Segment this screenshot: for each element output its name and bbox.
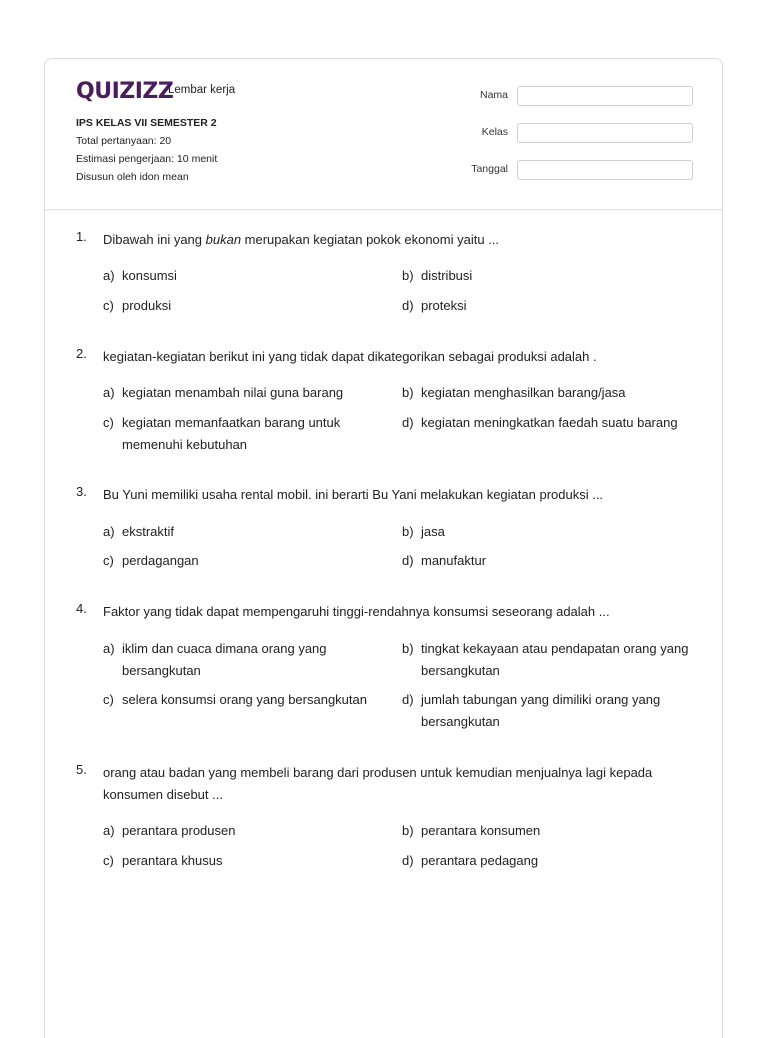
worksheet-title: IPS KELAS VII SEMESTER 2 xyxy=(76,117,217,129)
question-text: kegiatan-kegiatan berikut ini yang tidak dapat dikategorikan sebagai produksi adalah . xyxy=(103,349,597,364)
question-text: Bu Yuni memiliki usaha rental mobil. ini berarti Bu Yani melakukan kegiatan produksi ... xyxy=(103,487,604,502)
worksheet-header xyxy=(45,59,722,210)
estimated-time: Estimasi pengerjaan: 10 menit xyxy=(76,153,218,165)
question-text: Dibawah ini yang bukan merupakan kegiatan pokok ekonomi yaitu ... xyxy=(103,232,500,247)
class-field[interactable] xyxy=(517,123,693,143)
class-label: Kelas xyxy=(481,126,508,138)
sheet-type-label: Lembar kerja xyxy=(168,84,236,96)
question-text: Faktor yang tidak dapat mempengaruhi tinggi-rendahnya konsumsi seseorang adalah ... xyxy=(103,604,610,619)
worksheet-page: QUIZIZZ Lembar kerja IPS KELAS VII SEMESTER 2 Total pertanyaan: 20 Estimasi pengerjaan: 10 menit Disusun oleh idon mean Nama Kelas Tanggal 1. Dibawah ini yang bukan merupakan kegiatan pokok ekonomi yaitu ... a) konsumsi b) distribusi c) produksi d) proteksi 2. kegiatan-kegiatan berikut ini yang tidak dapat dikategorikan sebagai produksi adalah . a) kegiatan menambah nilai guna barang b) kegiatan menghasilkan barang/jasa c) kegiatan memanfaatkan barang untuk memenuhi kebutuhan d) kegiatan meningkatkan faedah suatu barang 3. Bu Yuni memiliki usaha rental mobil. ini berarti Bu Yani melakukan kegiatan produksi ... a) ekstraktif b) jasa c) perdagangan d) manufaktur 4. Faktor yang tidak dapat mempengaruhi tinggi-rendahnya konsumsi seseorang adalah ... a) iklim dan cuaca dimana orang yang bersangkutan b) tingkat kekayaan atau pendapatan orang yang bersangkutan c) selera konsumsi orang yang bersangkutan d) jumlah tabungan yang dimiliki orang yang bersangkutan 5. orang atau badan yang membeli barang dari produsen untuk kemudian menjualnya lagi kepada konsumen disebut ... a) perantara produsen b) perantara konsumen c) perantara khusus d) perantara pedagang xyxy=(44,58,723,1038)
question-number: 5. xyxy=(76,762,87,777)
question-number: 1. xyxy=(76,229,87,244)
name-field[interactable] xyxy=(517,86,693,106)
question-number: 2. xyxy=(76,346,87,361)
date-field[interactable] xyxy=(517,160,693,180)
date-label: Tanggal xyxy=(471,163,508,175)
name-label: Nama xyxy=(479,89,508,101)
author: Disusun oleh idon mean xyxy=(76,171,189,183)
question-text: orang atau badan yang membeli barang dari produsen untuk kemudian menjualnya lagi kepada konsumen disebut ... xyxy=(103,765,653,802)
question-number: 4. xyxy=(76,601,87,616)
total-questions: Total pertanyaan: 20 xyxy=(76,135,172,147)
question-number: 3. xyxy=(76,484,87,499)
quizizz-logo: QUIZIZZ xyxy=(76,79,174,104)
